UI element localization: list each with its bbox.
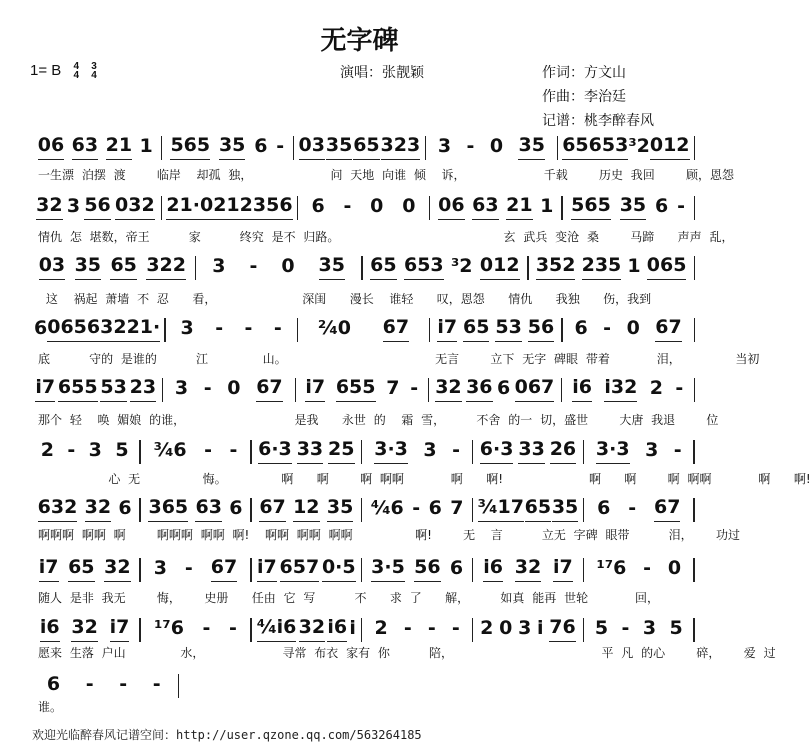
measure (252, 438, 361, 464)
measure (30, 496, 139, 522)
note-group: 021 (200, 194, 240, 220)
note-group: ⁴⁄₄i6 (257, 616, 297, 642)
note-group: i7 (35, 376, 55, 402)
note-group: - (628, 497, 637, 519)
note-group: - (427, 617, 436, 639)
measure (294, 134, 425, 160)
note-group: i7 (39, 556, 59, 582)
transcriber: 记谱：桃李醉春风 (542, 113, 654, 129)
singer: 演唱：张靓颖 (340, 65, 424, 81)
note-group: - (184, 557, 193, 579)
measure (296, 376, 428, 402)
measure (30, 316, 164, 342)
note-group: ¹⁷6 (596, 557, 627, 579)
note-group: 76 (549, 616, 575, 642)
note-group: 565 (571, 194, 611, 220)
note-group: ³2 (450, 255, 473, 277)
note-group: 3 (423, 439, 437, 461)
measure (584, 617, 693, 642)
lyrics-line: 那个 轻 唤 媚娘 的谁， 是我 永世 的 霜 雪， 不舍 的一 切，盛世 大唐 我退 位 (38, 413, 719, 427)
note-group: 35 (75, 254, 101, 280)
measure (584, 557, 693, 582)
note-group: 32 (299, 616, 325, 642)
note-group: 67 (211, 556, 237, 582)
note-group: 0 (370, 195, 384, 217)
note-group: 6 (34, 317, 48, 339)
note-group: 65 (110, 254, 136, 280)
barline (693, 440, 695, 464)
measure (430, 194, 561, 220)
lyrics-line: 底 守的 是谁的 江 山。 无言 立下 无字 碑眼 带着 泪， 当初 (38, 352, 760, 366)
note-group: 6 (428, 497, 442, 519)
note-group: 35 (620, 194, 646, 220)
note-group: 25 (328, 438, 354, 464)
note-group: 6 (597, 497, 611, 519)
measure (362, 497, 471, 522)
note-group: 35 (219, 134, 245, 160)
barline (693, 618, 695, 642)
note-group: 5 (594, 617, 609, 639)
note-group: - (603, 317, 612, 339)
note-group: 06 (438, 194, 464, 220)
note-group: ²⁄₄0 (317, 317, 351, 339)
note-group: - (677, 195, 686, 217)
measure (30, 376, 162, 402)
measure (426, 134, 557, 160)
notation-line (30, 672, 179, 698)
measure (196, 254, 361, 280)
note-group: 365 (148, 496, 188, 522)
note-group: ⁴⁄₄6 (370, 497, 404, 519)
note-group: 1 (139, 135, 153, 157)
barline (693, 498, 695, 522)
note-group: i7 (553, 556, 573, 582)
note-group: ³2 (628, 135, 650, 157)
lyrics-line: 谁。 (38, 700, 63, 714)
note-group: 565 (170, 134, 210, 160)
note-group: 33 (297, 438, 323, 464)
measure (141, 439, 250, 464)
lyrics-line: 心 无 悔。 啊 啊 啊 啊啊 啊 啊! 啊 啊 啊 啊啊 啊 啊! (38, 472, 811, 486)
note-group: 235 (582, 254, 622, 280)
barline (694, 196, 696, 220)
note-group: - (67, 439, 76, 461)
note-group: 653 (404, 254, 444, 280)
measure (529, 254, 694, 280)
note-group: - (410, 377, 419, 399)
note-group: 323 (381, 134, 421, 160)
note-group: 2 (649, 377, 663, 399)
note-group: 3 (174, 377, 189, 399)
note-group: 21 (106, 134, 132, 160)
note-group: - (229, 439, 238, 461)
note-group: 65 (562, 134, 588, 160)
measure (558, 134, 693, 160)
note-group: 065 (47, 316, 87, 342)
note-group: i (537, 617, 544, 639)
note-group: 03 (39, 254, 65, 280)
note-group: 12 (293, 496, 319, 522)
note-group: 3 (153, 557, 168, 579)
note-group: 0 (227, 377, 241, 399)
note-group: - (673, 439, 682, 461)
measure (141, 556, 250, 582)
measure (141, 496, 250, 522)
note-group: 352 (536, 254, 576, 280)
measure (473, 616, 582, 642)
note-group: 2 (40, 439, 54, 461)
measure (141, 617, 250, 642)
note-group: 0 (499, 617, 513, 639)
note-group: 6 (254, 135, 268, 157)
measure (562, 376, 694, 402)
measure (473, 438, 582, 464)
note-group: i6 (327, 616, 347, 642)
note-group: 632 (87, 316, 127, 342)
note-group: ³⁄₄17 (478, 496, 524, 522)
note-group: 36 (466, 376, 492, 402)
note-group: - (228, 617, 237, 639)
barline (694, 378, 696, 402)
note-group: 6 (449, 557, 464, 579)
note-group: 3 (212, 255, 226, 277)
note-group: 6 (229, 497, 243, 519)
note-group: 21 (506, 194, 532, 220)
note-group: - (466, 135, 475, 157)
note-group: 26 (550, 438, 576, 464)
note-group: 1 (627, 255, 641, 277)
notation-line (30, 556, 695, 582)
note-group: 655 (58, 376, 98, 402)
final-barline (178, 674, 180, 698)
note-group: 32 (36, 194, 62, 220)
measure (363, 254, 528, 280)
note-group: - (343, 195, 352, 217)
measure (298, 195, 429, 220)
lyrics-line: 一生漂 泊摆 渡 临岸 却孤 独， 问 天地 向谁 倾 诉， 千载 历史 我回 顾，恩怨 (38, 168, 735, 182)
note-group: 67 (256, 376, 282, 402)
measure (430, 316, 561, 342)
note-group: 35 (552, 496, 578, 522)
note-group: - (412, 497, 421, 519)
measure (362, 438, 471, 464)
note-group: 63 (472, 194, 498, 220)
note-group: 012 (650, 134, 690, 160)
note-group: 32 (85, 496, 111, 522)
note-group: 32 (435, 376, 461, 402)
note-group: 67 (655, 316, 681, 342)
measure (166, 317, 297, 342)
note-group: i7 (305, 376, 325, 402)
notation-line (30, 254, 695, 280)
note-group: 2 (374, 617, 388, 639)
note-group: 33 (518, 438, 544, 464)
note-group: - (119, 673, 128, 695)
note-group: 35 (518, 134, 544, 160)
composer: 作曲：李治廷 (542, 89, 626, 105)
note-group: - (675, 377, 684, 399)
note-group: - (249, 255, 258, 277)
note-group: ³⁄₄6 (153, 439, 187, 461)
note-group: 1 (540, 195, 554, 217)
note-group: - (204, 439, 213, 461)
lyricist: 作词：方文山 (542, 65, 626, 81)
note-group: 3·3 (374, 438, 408, 464)
key-signature (30, 62, 97, 80)
note-group: 012 (480, 254, 520, 280)
note-group: 6 (118, 497, 132, 519)
note-group: 67 (654, 496, 680, 522)
note-group: 35 (327, 496, 353, 522)
lyrics-line: 愿来 生落 户山 水， 寻常 布衣 家有 你 陪， 平 凡 的心 碎， 爱 过 (38, 646, 776, 660)
note-group: 655 (336, 376, 376, 402)
note-group: 32 (515, 556, 541, 582)
notation-line (30, 376, 695, 402)
time-signature-4-4: 4 4 (73, 61, 80, 82)
note-group: 5 (669, 617, 683, 639)
note-group: 67 (259, 496, 285, 522)
note-group: - (203, 377, 212, 399)
note-group: ¹⁷6 (154, 617, 184, 639)
barline (694, 136, 696, 160)
notation-line (30, 194, 695, 220)
note-group: i7 (110, 616, 130, 642)
note-group: 032 (115, 194, 155, 220)
note-group: 3·5 (371, 556, 405, 582)
note-group: i7 (437, 316, 457, 342)
song-title: 无字碑 (320, 26, 399, 56)
note-group: 23 (130, 376, 156, 402)
note-group: 6·3 (480, 438, 514, 464)
note-group: 56 (84, 194, 110, 220)
note-group: - (621, 617, 630, 639)
measure (252, 556, 361, 582)
note-group: 65 (463, 316, 489, 342)
note-group: 53 (100, 376, 126, 402)
measure (252, 496, 361, 522)
note-group: 06 (38, 134, 64, 160)
note-group: 32 (104, 556, 130, 582)
note-group: 3 (642, 617, 657, 639)
measure (163, 376, 295, 402)
measure (162, 194, 296, 220)
note-group: 67 (383, 316, 409, 342)
note-group: 2 (480, 617, 494, 639)
note-group: - (244, 317, 253, 339)
barline (693, 558, 695, 582)
lyrics-line: 这 祸起 萧墙 不 忍 看， 深闺 漫长 谁轻 叹，恩怨 情仇 我独 伤，我到 (38, 292, 652, 306)
measure (30, 556, 139, 582)
time-signature-3-4: 3 4 (91, 61, 97, 82)
note-group: - (85, 673, 94, 695)
lyrics-line: 随人 是非 我无 悔， 史册 任由 它 写 不 求 了 解， 如真 能再 世轮 回， (38, 591, 659, 605)
note-group: - (403, 617, 412, 639)
note-group: 21· (127, 316, 161, 342)
measure (162, 134, 293, 160)
note-group: - (273, 317, 282, 339)
note-group: 6 (46, 673, 61, 695)
note-group: 322 (146, 254, 186, 280)
note-group: 53 (495, 316, 521, 342)
note-group: 56 (266, 194, 292, 220)
measure (473, 556, 582, 582)
note-group: 65 (353, 134, 379, 160)
note-group: 632 (38, 496, 78, 522)
note-group: 7 (386, 377, 400, 399)
measure (563, 316, 694, 342)
measure (252, 616, 361, 642)
note-group: - (643, 557, 652, 579)
note-group: 56 (414, 556, 440, 582)
measure (30, 134, 161, 160)
measure (584, 438, 693, 464)
lyrics-line: 啊啊啊 啊啊 啊 啊啊啊 啊啊 啊! 啊啊 啊啊 啊啊 啊! 无 言 立无 字碑 眼带 泪， 功过 (38, 528, 741, 542)
notation-line (30, 438, 695, 464)
note-group: 6·3 (258, 438, 292, 464)
note-group: 3 (180, 317, 194, 339)
note-group: 0 (489, 135, 504, 157)
note-group: 7 (450, 497, 464, 519)
note-group: 0 (626, 317, 640, 339)
footer-link-text: 欢迎光临醉春风记谱空间：http://user.qzone.qq.com/563264185 (32, 728, 422, 742)
note-group: - (152, 673, 161, 695)
note-group: 653 (589, 134, 629, 160)
note-group: 65 (68, 556, 94, 582)
note-group: 63 (195, 496, 221, 522)
note-group: 3 (518, 617, 532, 639)
note-group: 6 (574, 317, 588, 339)
note-group: 65 (525, 496, 551, 522)
measure (30, 254, 195, 280)
note-group: 3 (66, 195, 81, 217)
lyrics-line: 情仇 怎 堪数，帝王 家 终究 是不 归路。 玄 武兵 变沧 桑 马蹄 声声 乱， (38, 230, 734, 244)
measure (362, 556, 471, 582)
note-group: 3 (437, 135, 452, 157)
note-group: 3 (645, 439, 659, 461)
note-group: - (276, 135, 285, 157)
note-group: 23 (240, 194, 266, 220)
notation-line (30, 496, 695, 522)
note-group: 065 (647, 254, 687, 280)
note-group: i7 (257, 556, 277, 582)
note-group: 21· (166, 194, 200, 220)
note-group: 067 (515, 376, 555, 402)
note-group: 0 (281, 255, 295, 277)
note-group: 3·3 (596, 438, 630, 464)
measure (30, 194, 161, 220)
note-group: - (452, 439, 461, 461)
note-group: i6 (483, 556, 503, 582)
barline (694, 256, 696, 280)
measure (473, 496, 582, 522)
note-group: 03 (299, 134, 325, 160)
notation-line (30, 616, 695, 642)
note-group: - (215, 317, 224, 339)
note-group: 35 (326, 134, 352, 160)
notation-line (30, 134, 695, 160)
measure (298, 316, 429, 342)
note-group: 0 (402, 195, 416, 217)
note-group: 6 (311, 195, 325, 217)
note-group: 0 (667, 557, 682, 579)
note-group: i32 (604, 376, 637, 402)
note-group: - (202, 617, 211, 639)
measure (429, 376, 561, 402)
note-group: i6 (40, 616, 60, 642)
measure (584, 496, 693, 522)
note-group: 657 (280, 556, 320, 582)
note-group: 3 (88, 439, 102, 461)
notation-line (30, 316, 695, 342)
note-group: 63 (72, 134, 98, 160)
note-group: 35 (319, 254, 345, 280)
note-group: 65 (370, 254, 396, 280)
measure (30, 673, 178, 698)
key-text: 1= B (30, 62, 62, 79)
note-group: i (349, 617, 356, 639)
note-group: 6 (496, 377, 511, 399)
note-group: - (451, 617, 460, 639)
measure (30, 616, 139, 642)
measure (362, 617, 471, 642)
measure (30, 439, 139, 464)
note-group: 32 (71, 616, 97, 642)
note-group: 0·5 (322, 556, 356, 582)
note-group: 6 (655, 195, 669, 217)
note-group: 5 (115, 439, 129, 461)
note-group: i6 (572, 376, 592, 402)
note-group: 56 (528, 316, 554, 342)
measure (563, 194, 694, 220)
barline (694, 318, 696, 342)
